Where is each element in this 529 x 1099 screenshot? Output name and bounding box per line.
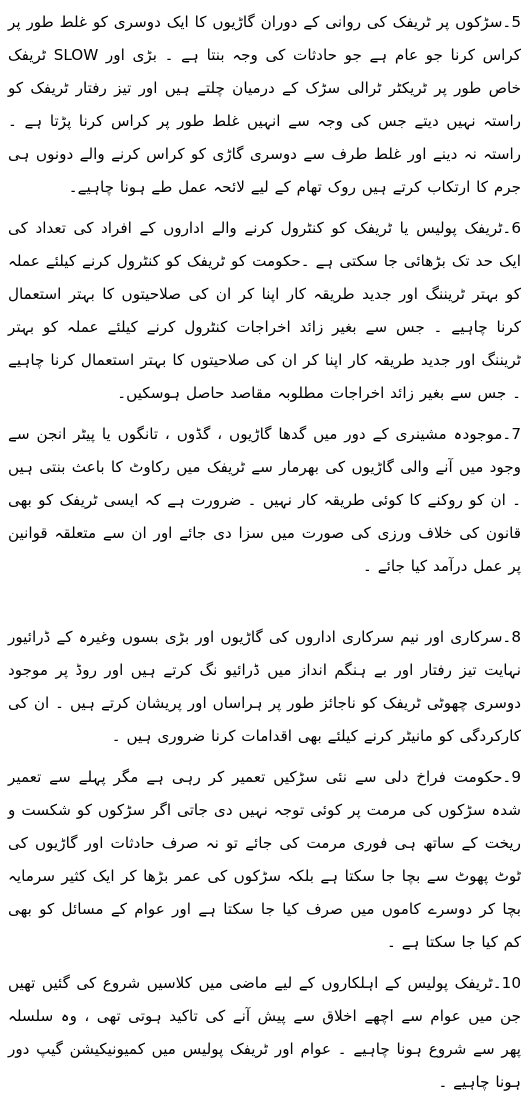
paragraph-9: 9۔حکومت فراخ دلی سے نئی سڑکیں تعمیر کر رہی ہے مگر پہلے سے تعمیر شدہ سڑکوں کی مرمت پر کوئی توجہ نہیں دی جاتی اگر سڑکوں کو شکست و ریخت کے ساتھ ہی فوری مرمت کی جائے تو نہ صرف حادثات اور گاڑیوں کی ٹوٹ پھوٹ سے بچا جا سکتا ہے بلکہ سڑکوں کی عمر بڑھا کر ایک کثیر سرمایہ بچا کر دوسرے کاموں میں صرف کیا جا سکتا ہے اور عوام کے مسائل کو بھی کم کیا جا سکتا ہے ۔ (8, 768, 521, 951)
paragraph-gap (8, 591, 521, 621)
paragraph-5: 5۔سڑکوں پر ٹریفک کی روانی کے دوران گاڑیوں کا ایک دوسری کو غلط طور پر کراس کرنا جو عام ہے جو حادثات کی وجہ بنتا ہے ۔ بڑی اور SLOW ٹریفک خاص طور پر ٹریکٹر ٹرالی سڑک کے درمیان چلتے ہیں اور تیز رفتار ٹریفک کو راستہ نہیں دیتے جس کی وجہ سے انہیں غلط طور پر کراس کرنا پڑتا ہے ۔ راستہ نہ دینے اور غلط طرف سے دوسری گاڑی کو کراس کرنے والے دونوں ہی جرم کا ارتکاب کرتے ہیں روک تھام کے لیے لائحہ عمل طے ہونا چاہیے۔ (8, 13, 521, 196)
paragraph-8: 8۔سرکاری اور نیم سرکاری اداروں کی گاڑیوں اور بڑی بسوں وغیرہ کے ڈرائیور نہایت تیز رفتار اور بے ہنگم انداز میں ڈرائیو نگ کرتے ہیں اور روڈ پر موجود دوسری چھوٹی ٹریفک کو ناجائز طور پر ہراساں اور پریشان کرتے ہیں ۔ ان کی کارکردگی کو مانیٹر کرنے کیلئے بھی اقدامات کرنا ضروری ہیں ۔ (8, 628, 521, 745)
paragraph-7: 7۔موجودہ مشینری کے دور میں گدھا گاڑیوں ، گڈوں ، تانگوں یا پیٹر انجن سے وجود میں آنے والی گاڑیوں کی بھرمار سے ٹریفک میں رکاوٹ کا باعث بنتی ہیں ۔ ان کو روکنے کا کوئی طریقہ کار نہیں ۔ ضرورت ہے کہ ایسی ٹریفک کو بھی قانون کی خلاف ورزی کی صورت میں سزا دی جائے اور ان سے متعلقہ قوانین پر عمل درآمد کیا جائے ۔ (8, 425, 521, 575)
paragraph-6: 6۔ٹریفک پولیس یا ٹریفک کو کنٹرول کرنے والے اداروں کے افراد کی تعداد کی ایک حد تک بڑھائی جا سکتی ہے ۔حکومت کو ٹریفک کو کنٹرول کرنے کیلئے عملہ کو بہتر ٹریننگ اور جدید طریقہ کار اپنا کر ان کی صلاحیتوں کا بہتر استعمال کرنا چاہیے ۔ جس سے بغیر زائد اخراجات کنٹرول کرنے کیلئے عملہ کو بہتر ٹریننگ اور جدید طریقہ کار اپنا کر ان کی صلاحیتوں کا بہتر استعمال کرنا چاہیے ۔ جس سے بغیر زائد اخراجات مطلوبہ مقاصد حاصل ہوسکیں۔ (8, 219, 521, 402)
paragraph-10: 10۔ٹریفک پولیس کے اہلکاروں کے لیے ماضی میں کلاسیں شروع کی گئیں تھیں جن میں عوام سے اچھے اخلاق سے پیش آنے کی تاکید ہوتی تھی ، وہ سلسلہ پھر سے شروع ہونا چاہیے ۔ عوام اور ٹریفک پولیس میں کمیونیکیشن گیپ دور ہونا چاہیے ۔ (8, 974, 521, 1091)
